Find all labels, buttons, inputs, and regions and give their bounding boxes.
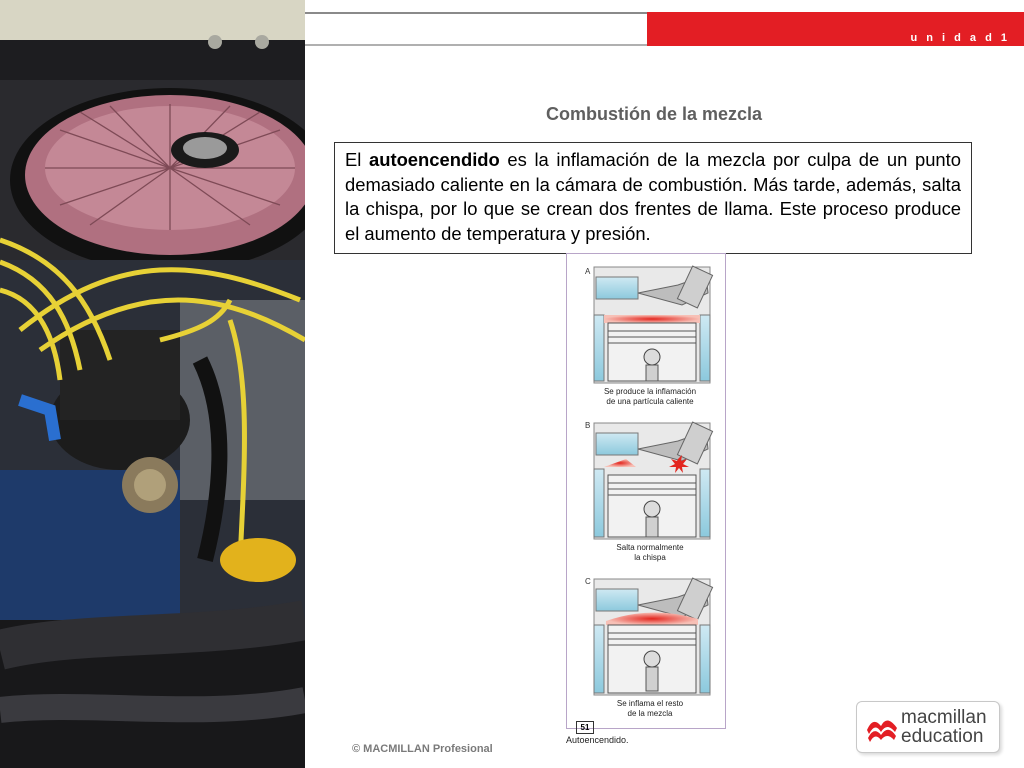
header-rule-bottom <box>305 44 647 46</box>
panel-c-drawing <box>594 578 713 695</box>
macmillan-tree-icon <box>865 708 899 746</box>
panel-c-caption-line1: Se inflama el resto <box>616 699 684 708</box>
unit-label: u n i d a d 1 <box>910 32 1010 44</box>
panel-b-drawing <box>594 422 713 539</box>
header-rule-top <box>305 12 647 14</box>
header-red-bar <box>647 12 1024 46</box>
definition-term: autoencendido <box>368 149 500 170</box>
panel-b-letter: B <box>585 421 591 430</box>
definition-box <box>334 142 972 254</box>
panel-a-caption-line1: Se produce la inflamación <box>603 387 697 396</box>
figure-number: 51 <box>576 721 594 734</box>
panel-b-caption-line1: Salta normalmente <box>616 543 684 552</box>
logo-line1: macmillan <box>901 707 987 728</box>
panel-a-caption-line2: de una partícula caliente <box>606 397 694 406</box>
slide-title: Combustión de la mezcla <box>545 104 763 124</box>
definition-text: es la inflamación de la mezcla por culpa de un punto demasiado caliente en la cámara de combustión. Más tarde, además, salta la chispa, por lo que se crean dos frentes de llama. Este proceso produce el aumento de temperatura y presión. <box>345 149 961 244</box>
panel-b-caption <box>580 543 720 563</box>
panel-b-caption-line2: la chispa <box>634 553 666 562</box>
panel-a-drawing <box>594 266 713 383</box>
copyright-notice: © MACMILLAN Profesional <box>352 743 493 755</box>
panel-c-caption <box>580 699 720 719</box>
figure-caption: Autoencendido. <box>566 735 629 745</box>
panel-a-caption <box>580 387 720 407</box>
piston-diagrams <box>566 253 726 729</box>
logo-line2: education <box>901 726 984 747</box>
engine-photo <box>0 0 305 768</box>
autoencendido-figure <box>566 253 726 729</box>
panel-a-letter: A <box>585 267 591 276</box>
definition-intro: El <box>345 149 369 170</box>
panel-c-letter: C <box>585 577 591 586</box>
macmillan-logo <box>856 701 1000 753</box>
panel-c-caption-line2: de la mezcla <box>627 709 673 718</box>
